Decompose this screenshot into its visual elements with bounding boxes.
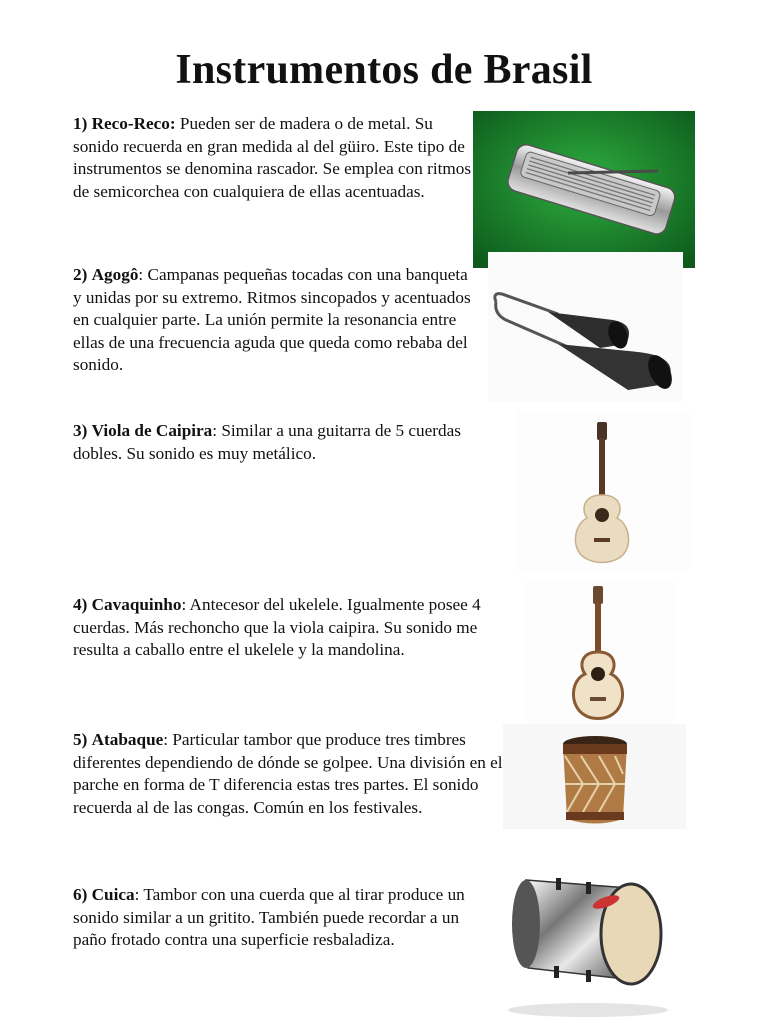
item-name: Viola de Caipira <box>91 421 213 440</box>
agogo-image <box>488 252 683 402</box>
item-number: 6) <box>73 885 88 904</box>
item-reco-reco <box>73 113 473 203</box>
item-name: Cavaquinho <box>91 595 182 614</box>
item-name: Reco-Reco: <box>91 114 176 133</box>
item-description: : Similar a una guitarra de 5 cuerdas dobles. Su sonido es muy metálico. <box>73 421 461 463</box>
item-cavaquinho <box>73 594 511 662</box>
item-description: : Tambor con una cuerda que al tirar produce un sonido similar a un gritito. También puede recordar a un paño frotado contra una superficie resbaladiza. <box>73 885 465 949</box>
item-number: 1) <box>73 114 88 133</box>
item-description: : Campanas pequeñas tocadas con una banqueta y unidas por su extremo. Ritmos sincopados y acentuados en cualquier parte. La unión permite la resonancia entre ellas de una frecuencia aguda que queda como rebaba del sonido. <box>73 265 471 374</box>
viola-caipira-image <box>515 410 690 570</box>
item-description: : Antecesor del ukelele. Igualmente posee 4 cuerdas. Más rechoncho que la viola caipira. Su sonido me resulta a caballo entre el ukelele y la mandolina. <box>73 595 481 659</box>
item-agogo <box>73 264 473 377</box>
item-viola-caipira <box>73 420 473 465</box>
item-atabaque <box>73 729 511 819</box>
item-number: 2) <box>73 265 88 284</box>
item-name: Cuica <box>91 885 135 904</box>
item-number: 4) <box>73 595 88 614</box>
item-name: Agogô <box>91 265 139 284</box>
cavaquinho-image <box>525 582 675 724</box>
page-title: Instrumentos de Brasil <box>175 47 593 93</box>
atabaque-image <box>503 724 686 829</box>
item-name: Atabaque <box>91 730 164 749</box>
item-cuica <box>73 884 473 952</box>
item-description: : Particular tambor que produce tres timbres diferentes dependiendo de dónde se golpee. Una división en el parche en forma de T diferencia estas tres partes. El sonido recuerda al de las congas. Común en los festivales. <box>73 730 503 817</box>
reco-reco-image <box>473 111 695 268</box>
item-description: Pueden ser de madera o de metal. Su sonido recuerda en gran medida al del güiro. Este tipo de instrumentos se denomina rascador. Se emplea con ritmos de semicorchea con cualquiera de ellas acentuadas. <box>73 114 472 201</box>
item-number: 3) <box>73 421 88 440</box>
cuica-image <box>488 830 694 1024</box>
item-number: 5) <box>73 730 88 749</box>
